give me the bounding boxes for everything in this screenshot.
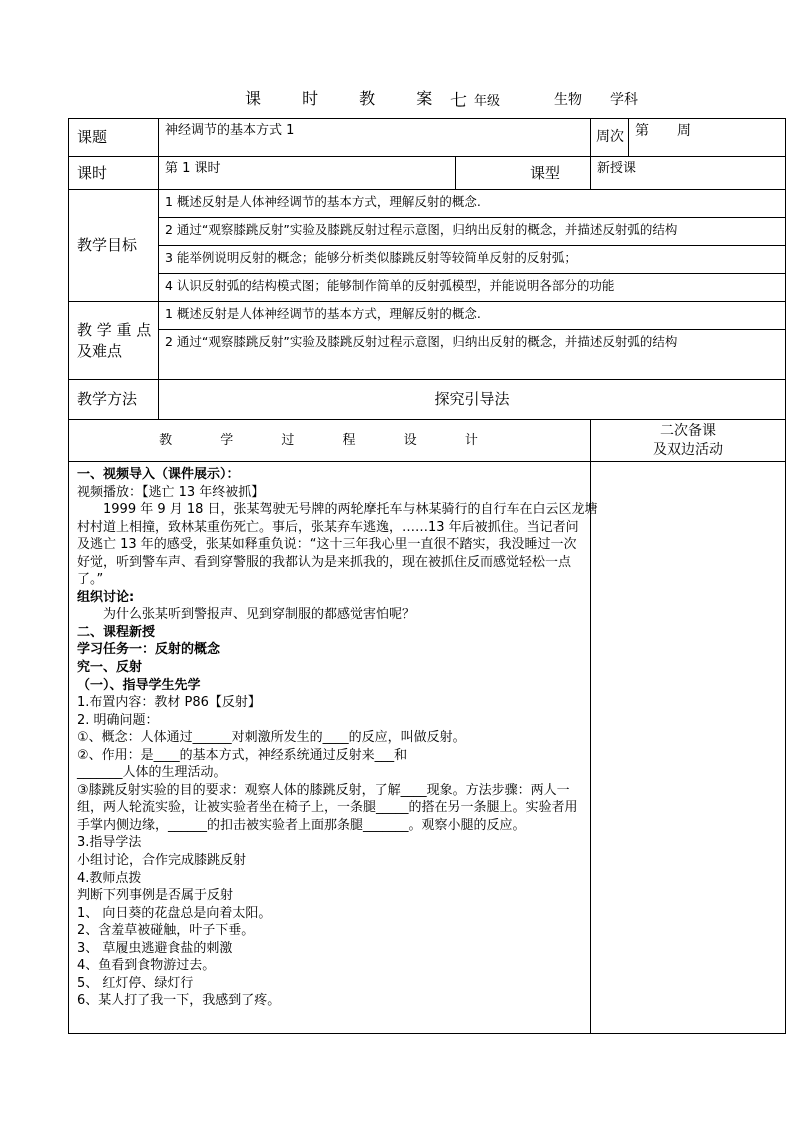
content-line: 组，两人轮流实验，让被实验者坐在椅子上，一条腿_____的搭在另一条腿上。实验者用 — [77, 800, 578, 816]
content-line: 2. 明确问题： — [77, 712, 159, 728]
method-label: 教学方法 — [69, 380, 159, 420]
week-label: 周次 — [591, 119, 629, 157]
content-line: 及逃亡 13 年的感受，张某如释重负说：“这十三年我心里一直很不踏实，我没睡过一次 — [77, 537, 577, 553]
content-line: 了。” — [77, 572, 104, 588]
content-line: 村村道上相撞，致林某重伤死亡。事后，张某弃车逃逸，……13 年后被抓住。当记者问 — [77, 519, 579, 535]
goals-row — [69, 190, 786, 302]
week-value: 第 周 — [629, 119, 786, 157]
subject-name: 生物 — [554, 92, 582, 108]
goal-item: 4 认识反射弧的结构模式图；能够制作简单的反射弧模型，并能说明各部分的功能 — [165, 278, 615, 293]
design-heading: 教 学 过 程 设 计 — [69, 420, 591, 462]
design-body-row — [69, 462, 786, 1034]
content-line: 小组讨论，合作完成膝跳反射 — [77, 853, 247, 869]
period-row — [69, 157, 786, 190]
content-line: 6、某人打了我一下，我感到了疼。 — [77, 993, 281, 1009]
key-point-item: 1 概述反射是人体神经调节的基本方式，理解反射的概念. — [159, 302, 785, 330]
lesson-type-value: 新授课 — [591, 157, 786, 190]
content-line: 3.指导学法 — [77, 835, 142, 851]
content-line: 4、鱼看到食物游过去。 — [77, 958, 216, 974]
goals-label: 教学目标 — [69, 190, 159, 302]
content-line: 4.教师点拨 — [77, 870, 142, 886]
key-points-label-line2: 及难点 — [77, 341, 123, 360]
section-heading: （一）、指导学生先学 — [77, 677, 201, 693]
content-line: 判断下列事例是否属于反射 — [77, 888, 234, 904]
section-heading: 学习任务一：反射的概念 — [77, 642, 221, 658]
topic-label: 课题 — [69, 119, 159, 157]
side-notes-cell — [591, 462, 786, 1034]
lesson-content — [69, 462, 598, 1034]
content-line: 好觉，听到警车声、看到穿警服的我都认为是来抓我的，现在被抓住反而感觉轻松一点 — [77, 554, 572, 570]
lesson-type-label: 课型 — [456, 157, 591, 190]
key-points-cell — [159, 302, 786, 380]
content-line: ①、概念：人体通过______对刺激所发生的____的反应，叫做反射。 — [77, 730, 466, 746]
subject-label: 学科 — [610, 92, 638, 108]
content-line: 为什么张某听到警报声、见到穿制服的都感觉害怕呢？ — [103, 607, 416, 623]
content-line: ③膝跳反射实验的目的要求：观察人体的膝跳反射，了解____现象。方法步骤：两人一 — [77, 782, 570, 798]
content-line: 视频播放：【逃亡 13 年终被抓】 — [77, 484, 265, 500]
section-heading: 二、课程新授 — [77, 624, 156, 640]
content-line: ②、作用：是____的基本方式，神经系统通过反射来___和 — [77, 747, 408, 763]
document-title: 课 时 教 案 — [245, 89, 451, 108]
content-line: 5、 红灯停、绿灯行 — [77, 975, 194, 991]
side-heading-line1: 二次备课 — [660, 422, 716, 439]
goal-item: 2 通过“观察膝跳反射”实验及膝跳反射过程示意图，归纳出反射的概念，并描述反射弧的结构 — [159, 218, 785, 246]
key-points-label-line1: 教 学 重 点 — [77, 321, 152, 340]
content-line: 3、 草履虫逃避食盐的刺激 — [77, 940, 233, 956]
grade-label: 年级 — [474, 94, 501, 109]
design-header-row — [69, 420, 786, 462]
topic-row — [69, 119, 786, 157]
period-value: 第 1 课时 — [159, 157, 456, 190]
key-points-row — [69, 302, 786, 380]
content-line: 1.布置内容：教材 P86【反射】 — [77, 695, 261, 711]
goals-cell — [159, 190, 786, 302]
content-line: 1、 向日葵的花盘总是向着太阳。 — [77, 905, 272, 921]
section-heading: 一、视频导入（课件展示）： — [77, 467, 240, 482]
side-heading — [591, 420, 786, 462]
period-label: 课时 — [69, 157, 159, 190]
content-line: _______人体的生理活动。 — [77, 765, 227, 781]
content-line: 1999 年 9 月 18 日，张某驾驶无号牌的两轮摩托车与林某骑行的自行车在白云区龙塘 — [103, 502, 598, 518]
content-line: 手掌内侧边缘，______的扣击被实验者上面那条腿_______。观察小腿的反应。 — [77, 817, 526, 833]
side-heading-line2: 及双边活动 — [653, 441, 723, 458]
goal-item: 1 概述反射是人体神经调节的基本方式，理解反射的概念. — [159, 190, 785, 218]
section-heading: 究一、反射 — [77, 660, 143, 676]
method-row — [69, 380, 786, 420]
content-line: 2、含羞草被碰触，叶子下垂。 — [77, 923, 255, 939]
key-point-item: 2 通过“观察膝跳反射”实验及膝跳反射过程示意图，归纳出反射的概念，并描述反射弧的结构 — [165, 334, 678, 349]
topic-value: 神经调节的基本方式 1 — [159, 119, 591, 157]
grade-number: 七 — [450, 91, 467, 111]
method-value: 探究引导法 — [159, 380, 786, 420]
section-heading: 组织讨论: — [77, 589, 135, 605]
goal-item: 3 能举例说明反射的概念；能够分析类似膝跳反射等较简单反射的反射弧； — [159, 246, 785, 274]
key-points-label — [69, 302, 159, 380]
lesson-plan-table — [68, 118, 786, 1034]
document-title-bar — [0, 86, 794, 110]
